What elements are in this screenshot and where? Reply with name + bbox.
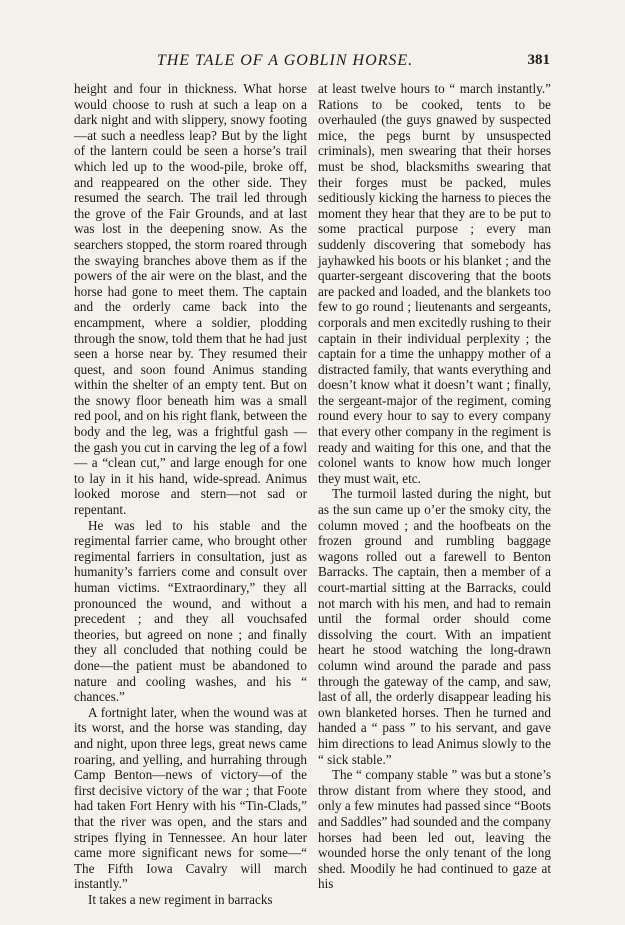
paragraph: He was led to his stable and the regimental farrier came, who brought other regimental farriers in consultation, just as humanity’s farriers come and consult over human victims. “Extraordinary,” they all pronounced the wound, and without a precedent ; and they all vouchsafed theories, but agreed on none ; and finally they all concluded that nothing could be done—the patient must be abandoned to nature and cooling washes, and his “ chances.”	[74, 517, 307, 705]
page-header	[70, 52, 550, 72]
paragraph: The “ company stable ” was but a stone’s throw distant from where they stood, and only a few minutes had passed since “Boots and Saddles” had sounded and the company horses had been led out, leaving the wounded horse the only tenant of the long shed. Moodily he had continued to gaze at his	[318, 767, 551, 892]
paragraph: at least twelve hours to “ march instantly.” Rations to be cooked, tents to be overhauled (the guys gnawed by suspected mice, the pegs burnt by unsuspected criminals), men swearing that their horses must be shod, blacksmiths swearing that their forges must be packed, mules seditiously kicking the harness to pieces the moment they hear that they are to be put to some practical purpose ; every man suddenly discovering that somebody has jayhawked his boots or his blanket ; and the quarter-sergeant discovering that the boots are packed and loaded, and the blankets too few to go round ; lieutenants and sergeants, corporals and men excitedly rushing to their captain in their individual perplexity ; the captain for a time the unhappy mother of a distracted family, that wants everything and doesn’t know what it doesn’t want ; finally, the sergeant-major of the regiment, coming round every hour to say to every company that every other company in the regiment is ready and waiting for this one, and that the colonel wants to know how much longer they must wait, etc.	[318, 81, 551, 486]
page-number: 381	[527, 52, 550, 68]
paragraph: It takes a new regiment in barracks	[88, 891, 273, 907]
paragraph: height and four in thickness. What horse would choose to rush at such a leap on a dark night and with slippery, snowy footing—at such a needless leap? But by the light of the lantern could be seen a horse’s trail which led up to the wood-pile, broke off, and reappeared on the other side. They resumed the search. The trail led through the grove of the Fair Grounds, and at last was lost in the deepening snow. As the searchers stopped, the storm roared through the swaying branches above them as if the powers of the air were on the blast, and the horse had gone to meet them. The captain and the orderly came back into the encampment, where a soldier, plodding through the snow, told them that he had just seen a horse near by. They resumed their quest, and soon found Animus standing within the shelter of an empty tent. But on the snowy floor beneath him was a small red pool, and on his right flank, between the body and the leg, was a frightful gash — the gash you cut in carving the leg of a fowl — a “clean cut,” and large enough for one to lay in it his hand, wide-spread. Animus looked morose and stern—not sad or repentant.	[74, 81, 307, 518]
running-title: THE TALE OF A GOBLIN HORSE.	[156, 52, 414, 69]
left-column	[74, 81, 307, 907]
paragraph: A fortnight later, when the wound was at its worst, and the horse was standing, day and night, upon three legs, great news came roaring, and yelling, and hurrahing through Camp Benton—news of victory—of the first decisive victory of the war ; that Foote had taken Fort Henry with his “Tin-Clads,” that the river was open, and the stars and stripes flying in Tennessee. An hour later came more significant news for some—“ The Fifth Iowa Cavalry will march instantly.”	[74, 704, 307, 892]
right-column	[318, 81, 551, 892]
paragraph: The turmoil lasted during the night, but as the sun came up o’er the smoky city, the column moved ; and the hoofbeats on the frozen ground and rumbling baggage wagons rolled out a farewell to Benton Barracks. The captain, then a member of a court-martial sitting at the Barracks, could not march with his men, and had to remain until the formal order should come dissolving the court. With an impatient heart he stood watching the long-drawn column wind around the parade and pass through the gateway of the camp, and saw, last of all, the orderly disappear leading his own blanketed horses. Then he turned and handed a “ pass ” to his servant, and gave him directions to lead Animus slowly to the “ sick stable.”	[318, 486, 551, 767]
